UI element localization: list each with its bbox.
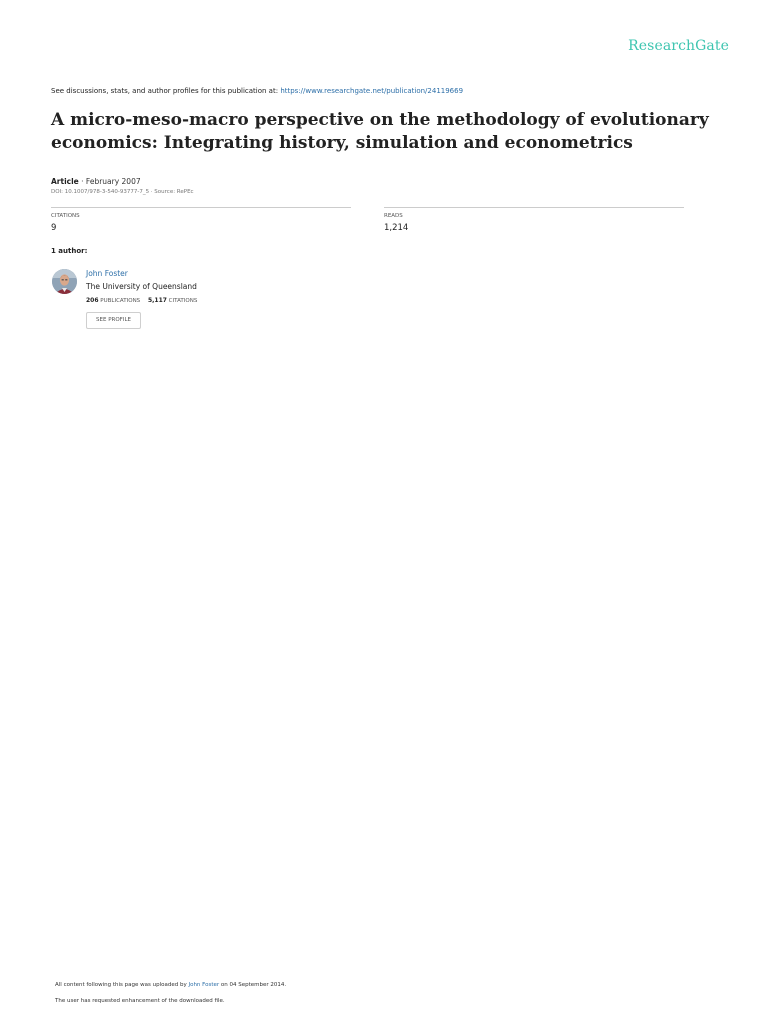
- discussion-notice: [51, 87, 731, 95]
- enhancement-notice: The user has requested enhancement of the downloaded file.: [55, 998, 225, 1004]
- publication-title: A micro-meso-macro perspective on the methodology of evolutionary economics: Integrating history, simulation and econometrics: [51, 110, 709, 153]
- meta-separator: ·: [78, 177, 86, 186]
- upload-suffix: on 04 September 2014.: [219, 982, 287, 988]
- author-name-link[interactable]: John Foster: [86, 269, 128, 278]
- author-citations-count: 5,117: [147, 297, 167, 304]
- citations-divider: [51, 207, 351, 208]
- see-profile-button[interactable]: SEE PROFILE: [86, 312, 141, 329]
- doi-source-line: DOI: 10.1007/978-3-540-93777-7_5 · Source: RePEc: [51, 189, 194, 195]
- upload-notice: [55, 982, 286, 988]
- publication-type: Article: [51, 177, 79, 186]
- uploader-link[interactable]: John Foster: [188, 982, 220, 988]
- author-institution: The University of Queensland: [86, 282, 197, 291]
- authors-heading: 1 author:: [51, 247, 88, 255]
- publication-url-link[interactable]: https://www.researchgate.net/publication/24119669: [280, 87, 464, 95]
- citations-label: CITATIONS: [51, 213, 80, 219]
- author-publications-label: PUBLICATIONS: [100, 298, 141, 304]
- publication-date: February 2007: [85, 177, 141, 186]
- discussion-prefix: See discussions, stats, and author profiles for this publication at:: [51, 87, 281, 95]
- citations-count: 9: [51, 223, 57, 233]
- publication-meta: [51, 177, 141, 186]
- reads-divider: [384, 207, 684, 208]
- reads-label: READS: [384, 213, 403, 219]
- author-citations-label: CITATIONS: [168, 298, 198, 304]
- author-publications-count: 206: [86, 297, 99, 304]
- researchgate-logo[interactable]: ResearchGate: [628, 38, 729, 54]
- author-photo-graphic: [52, 269, 77, 294]
- reads-count: 1,214: [384, 223, 409, 233]
- author-photo-icon[interactable]: [52, 269, 77, 294]
- upload-prefix: All content following this page was uploaded by: [55, 982, 189, 988]
- author-stats: [86, 297, 197, 304]
